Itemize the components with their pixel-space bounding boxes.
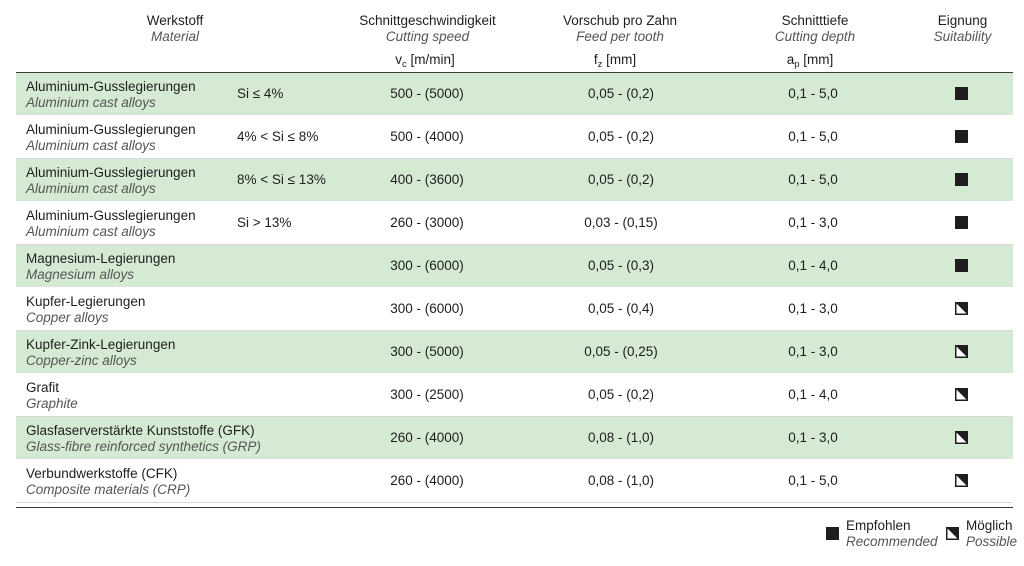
unit-feed: $f_z$ [mm] xyxy=(593,52,637,70)
material-en: Aluminium cast alloys xyxy=(26,181,156,196)
material-en: Glass-fibre reinforced synthetics (GRP) xyxy=(26,439,261,454)
material-name xyxy=(26,294,145,326)
header-material xyxy=(120,13,230,45)
cutting-depth-value: 0,1 - 5,0 xyxy=(788,129,838,144)
material-name xyxy=(26,423,261,455)
material-name xyxy=(26,337,175,369)
silicon-content: Si > 13% xyxy=(237,215,292,230)
material-de: Kupfer-Zink-Legierungen xyxy=(26,337,176,352)
table-row xyxy=(16,116,1013,159)
header-speed xyxy=(340,13,515,45)
cutting-speed-value: 260 - (4000) xyxy=(390,473,464,488)
unit-speed: $v_c$ [m/min] xyxy=(395,52,455,70)
table-bottom-divider xyxy=(16,507,1013,508)
legend-recommended-de: Empfohlen xyxy=(846,518,911,533)
table-row xyxy=(16,159,1013,202)
material-de: Glasfaserverstärkte Kunststoffe (GFK) xyxy=(26,423,255,438)
possible-icon xyxy=(955,302,968,315)
cutting-speed-value: 300 - (6000) xyxy=(390,258,464,273)
table-row xyxy=(16,245,1013,288)
cutting-speed-value: 300 - (5000) xyxy=(390,344,464,359)
recommended-icon xyxy=(955,216,968,229)
silicon-content: Si ≤ 4% xyxy=(237,86,284,101)
material-en: Composite materials (CRP) xyxy=(26,482,191,497)
material-de: Aluminium-Gusslegierungen xyxy=(26,165,196,180)
recommended-icon xyxy=(826,527,839,540)
material-en: Graphite xyxy=(26,396,78,411)
feed-per-tooth-value: 0,05 - (0,2) xyxy=(587,172,655,187)
material-de: Aluminium-Gusslegierungen xyxy=(26,79,196,94)
header-depth-de: Schnitttiefe xyxy=(781,13,849,28)
material-de: Verbundwerkstoffe (CFK) xyxy=(26,466,178,481)
material-en: Aluminium cast alloys xyxy=(26,138,156,153)
header-suitability-en: Suitability xyxy=(933,29,992,44)
legend-recommended-en: Recommended xyxy=(846,534,938,549)
feed-per-tooth-value: 0,05 - (0,3) xyxy=(587,258,655,273)
cutting-speed-value: 500 - (5000) xyxy=(390,86,464,101)
cutting-speed-value: 400 - (3600) xyxy=(390,172,464,187)
header-material-en: Material xyxy=(150,29,199,44)
feed-per-tooth-value: 0,05 - (0,2) xyxy=(587,387,655,402)
possible-icon xyxy=(946,527,959,540)
legend-possible-en: Possible xyxy=(966,534,1018,549)
cutting-depth-value: 0,1 - 3,0 xyxy=(788,344,838,359)
header-suitability-de: Eignung xyxy=(937,13,988,28)
recommended-icon xyxy=(955,130,968,143)
table-row xyxy=(16,331,1013,374)
feed-per-tooth-value: 0,05 - (0,25) xyxy=(584,344,658,359)
table-body xyxy=(16,73,1013,503)
cutting-depth-value: 0,1 - 5,0 xyxy=(788,86,838,101)
material-name xyxy=(26,380,78,412)
table-row xyxy=(16,460,1013,503)
material-en: Copper-zinc alloys xyxy=(26,353,137,368)
possible-icon xyxy=(955,345,968,358)
possible-icon xyxy=(955,388,968,401)
cutting-speed-value: 300 - (6000) xyxy=(390,301,464,316)
material-name xyxy=(26,466,190,498)
material-name xyxy=(26,208,196,240)
feed-per-tooth-value: 0,05 - (0,2) xyxy=(587,129,655,144)
header-depth-en: Cutting depth xyxy=(774,29,856,44)
material-de: Kupfer-Legierungen xyxy=(26,294,146,309)
unit-depth: $a_p$ [mm] xyxy=(786,52,834,70)
header-material-de: Werkstoff xyxy=(146,13,204,28)
legend-possible-de: Möglich xyxy=(966,518,1013,533)
feed-per-tooth-value: 0,05 - (0,2) xyxy=(587,86,655,101)
material-de: Grafit xyxy=(26,380,60,395)
recommended-icon xyxy=(955,173,968,186)
cutting-depth-value: 0,1 - 3,0 xyxy=(788,215,838,230)
material-name xyxy=(26,251,175,283)
feed-per-tooth-value: 0,08 - (1,0) xyxy=(587,473,655,488)
cutting-depth-value: 0,1 - 5,0 xyxy=(788,473,838,488)
feed-per-tooth-value: 0,03 - (0,15) xyxy=(584,215,658,230)
legend-recommended xyxy=(846,518,938,550)
recommended-icon xyxy=(955,87,968,100)
material-de: Aluminium-Gusslegierungen xyxy=(26,208,196,223)
legend-possible xyxy=(966,518,1017,550)
material-en: Aluminium cast alloys xyxy=(26,95,156,110)
material-en: Aluminium cast alloys xyxy=(26,224,156,239)
header-depth xyxy=(745,13,885,45)
cutting-speed-value: 500 - (4000) xyxy=(390,129,464,144)
table-row xyxy=(16,73,1013,116)
material-de: Aluminium-Gusslegierungen xyxy=(26,122,196,137)
recommended-icon xyxy=(955,259,968,272)
table-row xyxy=(16,374,1013,417)
header-feed xyxy=(540,13,700,45)
cutting-depth-value: 0,1 - 4,0 xyxy=(788,387,838,402)
feed-per-tooth-value: 0,05 - (0,4) xyxy=(587,301,655,316)
header-suitability xyxy=(925,13,1000,45)
material-de: Magnesium-Legierungen xyxy=(26,251,176,266)
possible-icon xyxy=(955,474,968,487)
table-row xyxy=(16,417,1013,460)
header-feed-en: Feed per tooth xyxy=(576,29,664,44)
silicon-content: 4% < Si ≤ 8% xyxy=(237,129,319,144)
material-en: Magnesium alloys xyxy=(26,267,135,282)
silicon-content: 8% < Si ≤ 13% xyxy=(237,172,326,187)
table-row xyxy=(16,202,1013,245)
cutting-speed-value: 260 - (4000) xyxy=(390,430,464,445)
header-speed-en: Cutting speed xyxy=(385,29,470,44)
cutting-speed-value: 260 - (3000) xyxy=(390,215,464,230)
feed-per-tooth-value: 0,08 - (1,0) xyxy=(587,430,655,445)
table-row xyxy=(16,288,1013,331)
material-name xyxy=(26,165,196,197)
material-name xyxy=(26,79,196,111)
header-feed-de: Vorschub pro Zahn xyxy=(562,13,678,28)
header-speed-de: Schnittgeschwindigkeit xyxy=(359,13,496,28)
cutting-speed-value: 300 - (2500) xyxy=(390,387,464,402)
possible-icon xyxy=(955,431,968,444)
material-en: Copper alloys xyxy=(26,310,109,325)
cutting-depth-value: 0,1 - 5,0 xyxy=(788,172,838,187)
material-name xyxy=(26,122,196,154)
cutting-depth-value: 0,1 - 3,0 xyxy=(788,301,838,316)
cutting-depth-value: 0,1 - 3,0 xyxy=(788,430,838,445)
cutting-depth-value: 0,1 - 4,0 xyxy=(788,258,838,273)
